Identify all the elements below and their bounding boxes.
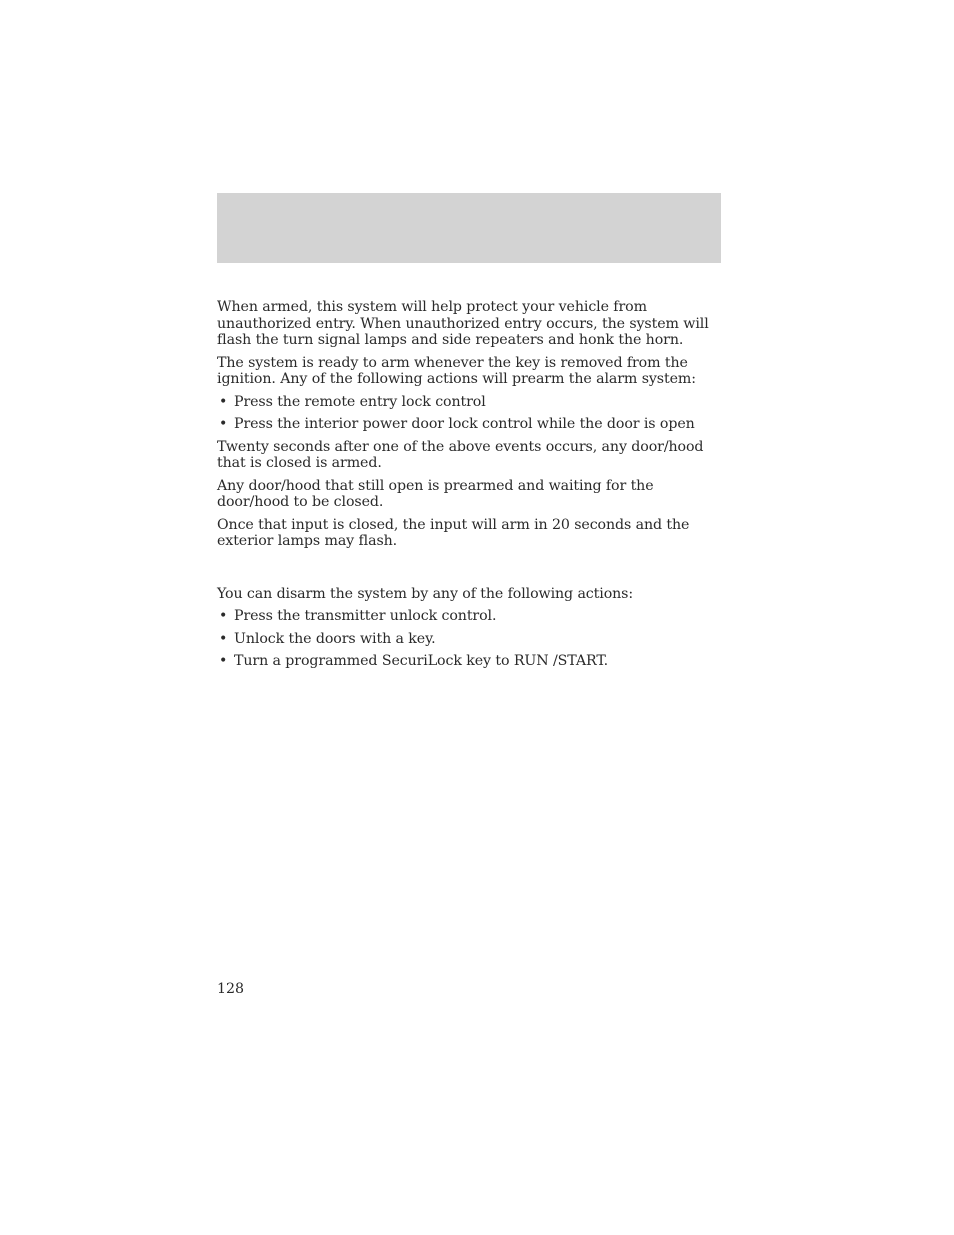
bullet-icon: •	[219, 608, 228, 624]
arming-paragraph-3: Twenty seconds after one of the above events occurs, any door/hood that is closed is armed.	[217, 438, 704, 471]
list-item: • Turn a programmed SecuriLock key to RUN /START.	[219, 653, 609, 669]
list-item: • Press the transmitter unlock control.	[219, 608, 497, 624]
bullet-icon: •	[219, 653, 228, 669]
arming-paragraph-2: The system is ready to arm whenever the key is removed from the ignition. Any of the following actions will prearm the alarm system:	[217, 354, 696, 387]
section-gap	[217, 556, 727, 586]
disarm-actions-list	[217, 608, 727, 670]
list-item: • Unlock the doors with a key.	[219, 630, 436, 647]
arming-paragraph-5: Once that input is closed, the input will arm in 20 seconds and the exterior lamps may flash.	[217, 516, 690, 549]
page-body	[217, 299, 727, 676]
section-header-band	[217, 193, 721, 263]
list-item: • Press the remote entry lock control	[219, 393, 486, 410]
disarming-intro: You can disarm the system by any of the following actions:	[217, 585, 634, 602]
bullet-icon: •	[219, 416, 228, 432]
prearm-actions-list	[217, 394, 727, 433]
bullet-icon: •	[219, 393, 228, 410]
arming-paragraph-4: Any door/hood that still open is prearmed and waiting for the door/hood to be closed.	[217, 477, 654, 510]
page-number: 128	[217, 981, 245, 997]
list-item: • Press the interior power door lock control while the door is open	[219, 416, 695, 432]
bullet-icon: •	[219, 630, 228, 647]
arming-paragraph-1: When armed, this system will help protect your vehicle from unauthorized entry. When unauthorized entry occurs, the system will flash the turn signal lamps and side repeaters and honk the horn.	[217, 299, 709, 348]
